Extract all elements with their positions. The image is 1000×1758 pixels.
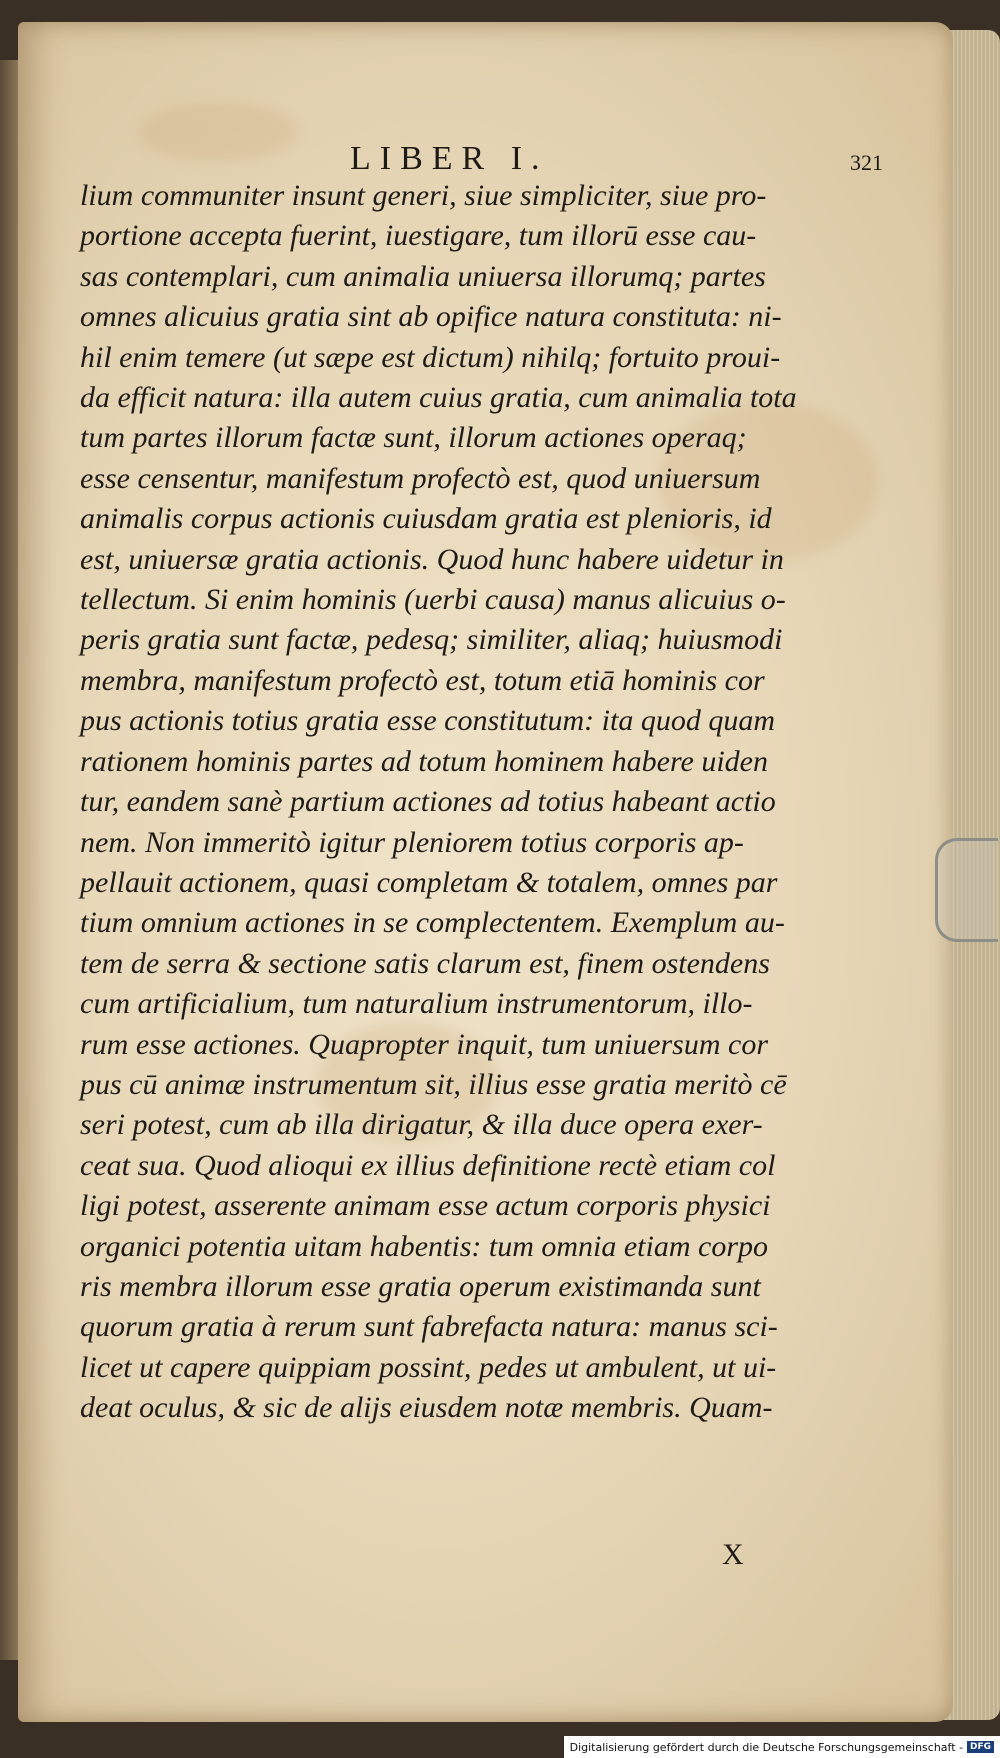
text-line: cum artificialium, tum naturalium instrumentorum, illo- [80, 987, 753, 1021]
text-line: hil enim temere (ut sæpe est dictum) nihilq; fortuito proui- [80, 340, 781, 374]
text-line: est, uniuersæ gratia actionis. Quod hunc habere uidetur in [80, 542, 784, 576]
running-header: LIBER I. [350, 140, 549, 177]
text-line: ris membra illorum esse gratia operum existimanda sunt [80, 1269, 761, 1303]
text-line: tellectum. Si enim hominis (uerbi causa) manus alicuius o- [80, 583, 786, 617]
text-line: nem. Non immeritò igitur pleniorem totius corporis ap- [80, 825, 744, 859]
text-line: organici potentia uitam habentis: tum omnia etiam corpo [80, 1229, 768, 1263]
page-number: 321 [850, 150, 883, 175]
text-line: quorum gratia à rerum sunt fabrefacta natura: manus sci- [80, 1310, 778, 1344]
text-line: ceat sua. Quod alioqui ex illius definitione rectè etiam col [80, 1148, 776, 1182]
text-line: rationem hominis partes ad totum hominem habere uiden [80, 744, 768, 778]
text-line: portione accepta fuerint, iuestigare, tum illorū esse cau- [80, 219, 757, 253]
facing-page-edge [0, 60, 18, 1660]
text-line: tem de serra & sectione satis clarum est, finem ostendens [80, 946, 770, 980]
funding-footer [564, 1736, 1000, 1758]
dfg-logo: DFG [967, 1741, 994, 1753]
text-line: lium communiter insunt generi, siue simpliciter, siue pro- [80, 179, 767, 212]
text-line: pus actionis totius gratia esse constitutum: ita quod quam [80, 704, 775, 738]
text-line: tium omnium actiones in se complectentem. Exemplum au- [80, 906, 785, 940]
text-line: ligi potest, asserente animam esse actum corporis physici [80, 1189, 771, 1223]
text-line: rum esse actiones. Quapropter inquit, tum uniuersum cor [80, 1027, 769, 1061]
text-line: licet ut capere quippiam possint, pedes ut ambulent, ut ui- [80, 1350, 777, 1384]
text-line: seri potest, cum ab illa dirigatur, & illa duce opera exer- [80, 1108, 763, 1142]
text-line: deat oculus, & sic de alijs eiusdem notæ membris. Quam- [80, 1391, 773, 1425]
text-line: sas contemplari, cum animalia uniuersa illorumq; partes [80, 259, 766, 293]
text-line: pellauit actionem, quasi completam & totalem, omnes par [80, 865, 778, 899]
text-line: peris gratia sunt factæ, pedesq; similiter, aliaq; huiusmodi [80, 623, 783, 657]
text-line: tum partes illorum factæ sunt, illorum actiones operaq; [80, 421, 747, 455]
footer-text: Digitalisierung gefördert durch die Deutsche Forschungsgemeinschaft - [569, 1740, 963, 1754]
text-line: membra, manifestum profectò est, totum etiā hominis cor [80, 663, 765, 697]
page-clip [935, 838, 998, 942]
stain [138, 102, 298, 162]
text-line: esse censentur, manifestum profectò est, quod uniuersum [80, 461, 761, 495]
text-line: omnes alicuius gratia sint ab opifice natura constituta: ni- [80, 300, 782, 334]
body-text [80, 176, 840, 1429]
text-line: tur, eandem sanè partium actiones ad totius habeant actio [80, 785, 776, 819]
signature-mark: X [722, 1538, 746, 1571]
text-line: pus cū animæ instrumentum sit, illius esse gratia meritò cē [80, 1067, 787, 1101]
text-line: animalis corpus actionis cuiusdam gratia est plenioris, id [80, 502, 772, 536]
text-line: da efficit natura: illa autem cuius gratia, cum animalia tota [80, 381, 797, 415]
